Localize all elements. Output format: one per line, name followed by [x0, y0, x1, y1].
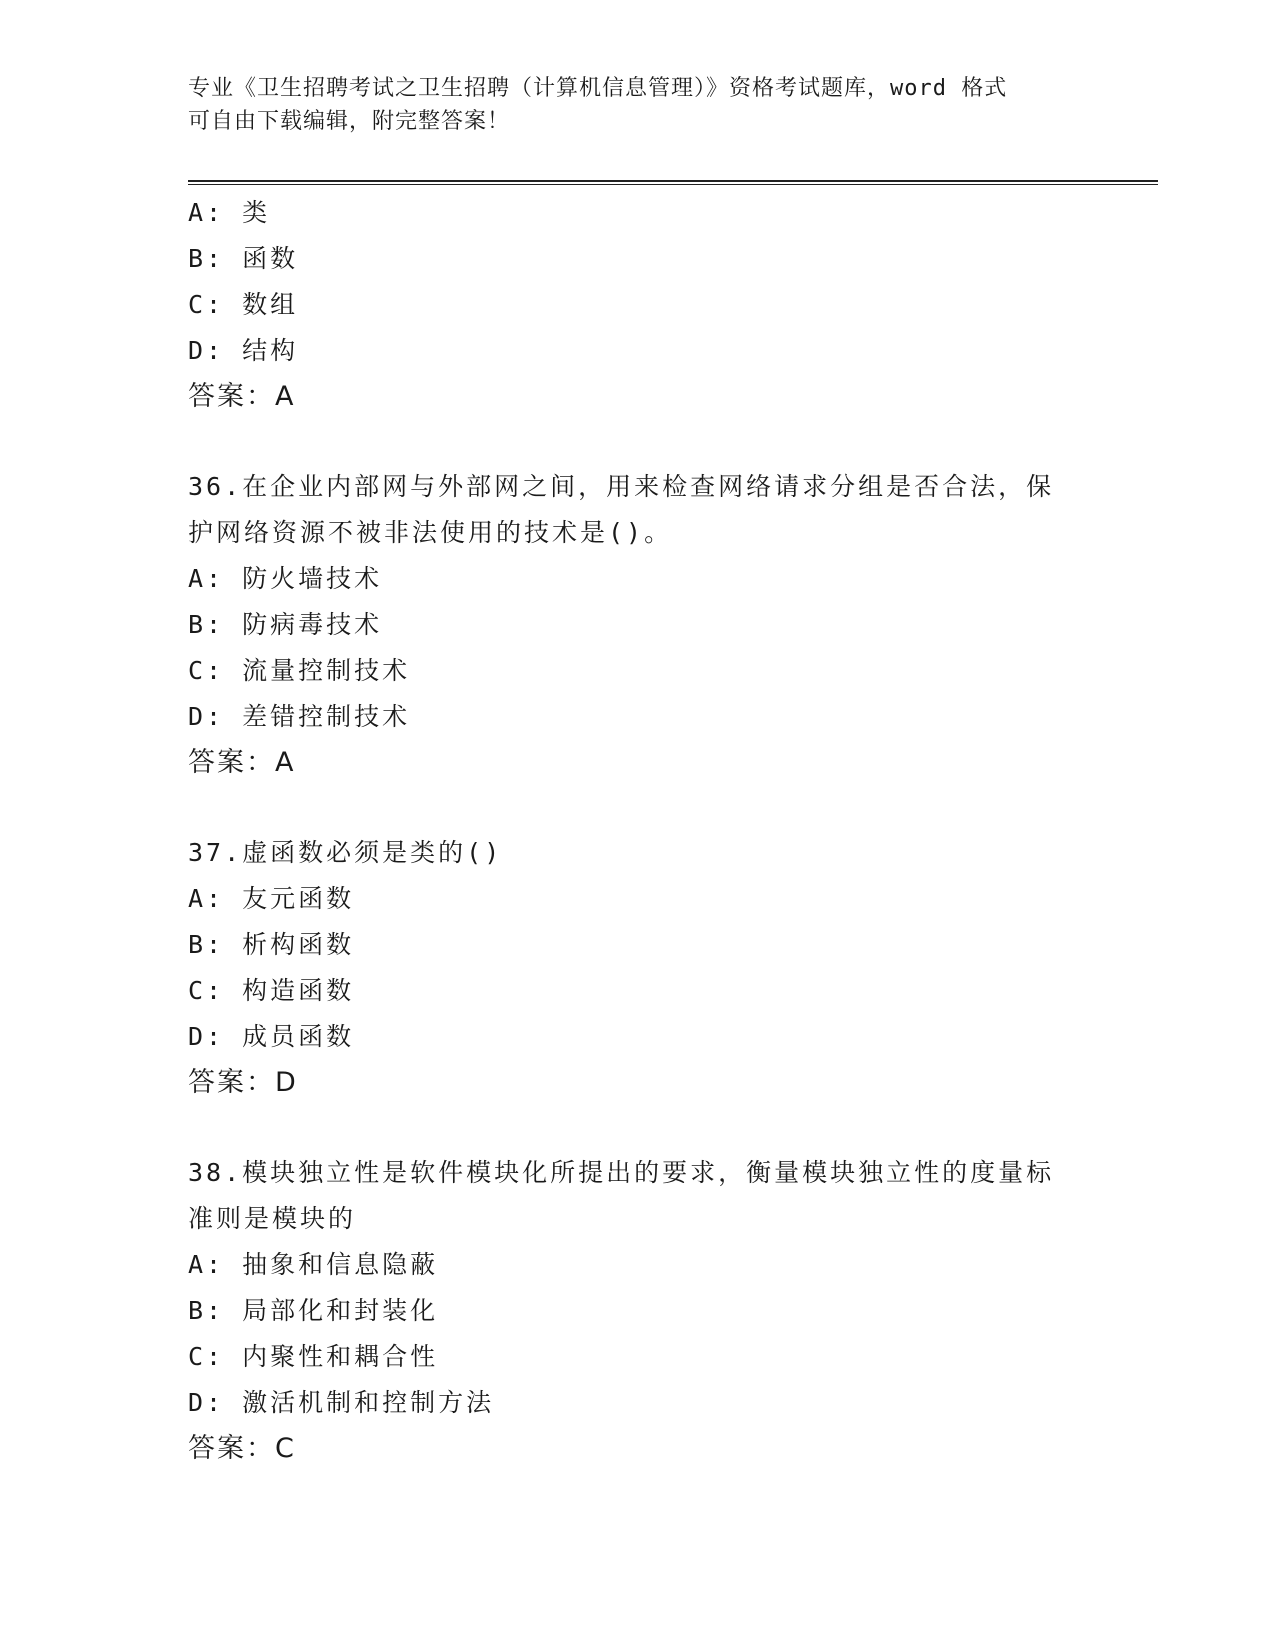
- option-c: C: 构造函数: [188, 976, 355, 1005]
- question-text: 37.虚函数必须是类的(): [188, 838, 503, 867]
- question-text: 36.在企业内部网与外部网之间，用来检查网络请求分组是否合法，保: [188, 472, 1055, 501]
- option-c: C: 数组: [188, 290, 299, 319]
- question-block-37: [188, 830, 1088, 1106]
- option-d: D: 激活机制和控制方法: [188, 1388, 495, 1417]
- header-line-2: 可自由下载编辑，附完整答案！: [188, 109, 511, 134]
- header-divider: [188, 180, 1158, 185]
- answer-label: 答案：: [188, 1433, 275, 1464]
- option-d: D: 差错控制技术: [188, 702, 411, 731]
- question-list: [188, 190, 1088, 1472]
- question-block-35: [188, 190, 1088, 420]
- answer-value: C: [275, 1433, 296, 1464]
- answer-label: 答案：: [188, 747, 275, 778]
- option-c: C: 内聚性和耦合性: [188, 1342, 439, 1371]
- option-b: B: 防病毒技术: [188, 610, 383, 639]
- option-b: B: 析构函数: [188, 930, 355, 959]
- answer-line: [188, 1426, 1088, 1472]
- question-block-36: [188, 464, 1088, 786]
- option-a: A: 抽象和信息隐蔽: [188, 1250, 439, 1279]
- answer-line: [188, 1060, 1088, 1106]
- question-text-continued: 护网络资源不被非法使用的技术是()。: [188, 518, 673, 547]
- option-a: A: 类: [188, 198, 271, 227]
- question-block-38: [188, 1150, 1088, 1472]
- question-text: 38.模块独立性是软件模块化所提出的要求，衡量模块独立性的度量标: [188, 1158, 1055, 1187]
- answer-line: [188, 374, 1088, 420]
- option-b: B: 局部化和封装化: [188, 1296, 439, 1325]
- answer-line: [188, 740, 1088, 786]
- option-d: D: 结构: [188, 336, 299, 365]
- header-line-1: 专业《卫生招聘考试之卫生招聘（计算机信息管理）》资格考试题库，word 格式: [188, 76, 1008, 101]
- option-d: D: 成员函数: [188, 1022, 355, 1051]
- answer-value: D: [275, 1067, 298, 1098]
- answer-value: A: [275, 747, 296, 778]
- option-a: A: 友元函数: [188, 884, 355, 913]
- document-header: [188, 72, 1088, 138]
- answer-label: 答案：: [188, 1067, 275, 1098]
- option-b: B: 函数: [188, 244, 299, 273]
- option-c: C: 流量控制技术: [188, 656, 411, 685]
- answer-value: A: [275, 381, 296, 412]
- option-a: A: 防火墙技术: [188, 564, 383, 593]
- question-text-continued: 准则是模块的: [188, 1204, 357, 1233]
- answer-label: 答案：: [188, 381, 275, 412]
